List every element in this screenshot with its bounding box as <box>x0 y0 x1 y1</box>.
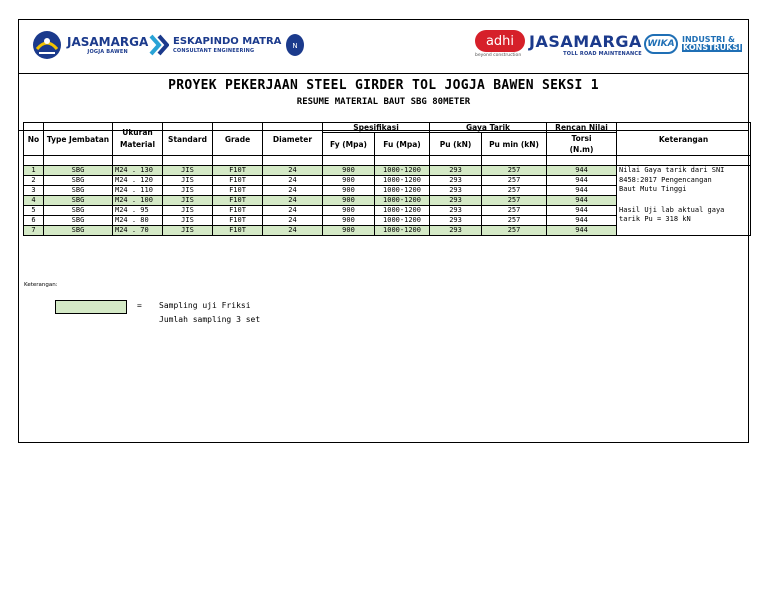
cell-no: 6 <box>24 216 44 226</box>
adhi-logo <box>475 30 525 58</box>
header-diameter: Diameter <box>263 123 323 156</box>
table-body <box>24 166 751 236</box>
keterangan-line: Baut Mutu Tinggi <box>619 185 687 193</box>
legend-text-jumlah: Jumlah sampling 3 set <box>159 315 261 324</box>
cell-grade: F10T <box>213 216 263 226</box>
cell-torsi: 944 <box>547 206 617 216</box>
cell-fu: 1000-1200 <box>375 176 430 186</box>
wika-line2: KONSTRUKSI <box>683 43 742 52</box>
cell-type: SBG <box>44 226 113 236</box>
cell-fu: 1000-1200 <box>375 196 430 206</box>
cell-standard: JIS <box>163 226 213 236</box>
jasamarga-right-name: JASAMARGA <box>529 32 642 51</box>
cell-fu: 1000-1200 <box>375 216 430 226</box>
cell-type: SBG <box>44 206 113 216</box>
keterangan-line: tarik Pu = 318 kN <box>619 215 691 223</box>
cell-type: SBG <box>44 186 113 196</box>
cell-ukuran: M24 . 100 <box>113 196 163 206</box>
eskapindo-emblem-icon <box>149 34 169 56</box>
keterangan-line: Nilai Gaya tarik dari SNI <box>619 166 725 174</box>
eskapindo-name: ESKAPINDO MATRA <box>173 35 282 47</box>
cell-no: 1 <box>24 166 44 176</box>
legend-text-sampling: Sampling uji Friksi <box>159 301 251 310</box>
cell-torsi: 944 <box>547 176 617 186</box>
cell-torsi: 944 <box>547 166 617 176</box>
jasamarga-right-sub: TOLL ROAD MAINTENANCE <box>563 51 642 57</box>
cell-pu: 293 <box>430 206 482 216</box>
legend-equals: = <box>137 301 142 310</box>
cell-grade: F10T <box>213 176 263 186</box>
cell-diameter: 24 <box>263 206 323 216</box>
header-keterangan: Keterangan <box>617 123 751 156</box>
cell-ukuran: M24 . 80 <box>113 216 163 226</box>
adhi-name: adhi <box>485 33 515 49</box>
cell-torsi: 944 <box>547 226 617 236</box>
adhi-badge <box>475 30 525 52</box>
cell-type: SBG <box>44 196 113 206</box>
page-subtitle: RESUME MATERIAL BAUT SBG 80METER <box>296 97 471 107</box>
cell-type: SBG <box>44 166 113 176</box>
header-grade: Grade <box>213 123 263 156</box>
cell-no: 5 <box>24 206 44 216</box>
svg-text:N: N <box>292 42 299 50</box>
cell-fu: 1000-1200 <box>375 226 430 236</box>
cell-ukuran: M24 . 130 <box>113 166 163 176</box>
cell-torsi: 944 <box>547 186 617 196</box>
header-fy: Fy (Mpa) <box>323 133 375 156</box>
legend-green-swatch <box>55 300 127 314</box>
cell-grade: F10T <box>213 196 263 206</box>
eskapindo-sub: CONSULTANT ENGINEERING <box>173 47 255 54</box>
header-rencana: Rencan Nilai <box>547 123 617 133</box>
wika-line1: INDUSTRI & <box>682 35 735 44</box>
keterangan-line: Hasil Uji lab aktual gaya <box>619 205 725 214</box>
jasamarga-left-name: JASAMARGA <box>67 34 149 49</box>
table-row <box>24 206 751 216</box>
cell-pu: 293 <box>430 186 482 196</box>
cell-fu: 1000-1200 <box>375 166 430 176</box>
cell-pumin: 257 <box>482 186 547 196</box>
jasamarga-emblem-icon <box>31 29 63 61</box>
cell-fy: 900 <box>323 196 375 206</box>
cell-no: 4 <box>24 196 44 206</box>
table-row <box>24 166 751 176</box>
wika-name: WIKA <box>647 38 675 49</box>
cell-pu: 293 <box>430 176 482 186</box>
cell-grade: F10T <box>213 166 263 176</box>
cell-no: 2 <box>24 176 44 186</box>
keterangan-sni <box>617 166 751 206</box>
cell-standard: JIS <box>163 186 213 196</box>
cell-pu: 293 <box>430 196 482 206</box>
cell-standard: JIS <box>163 176 213 186</box>
cell-torsi: 944 <box>547 216 617 226</box>
cell-no: 7 <box>24 226 44 236</box>
logo-bar <box>19 20 748 74</box>
cell-pumin: 257 <box>482 176 547 186</box>
header-pu: Pu (kN) <box>430 133 482 156</box>
cell-pumin: 257 <box>482 196 547 206</box>
cell-fy: 900 <box>323 186 375 196</box>
cell-fu: 1000-1200 <box>375 206 430 216</box>
cell-torsi: 944 <box>547 196 617 206</box>
cell-grade: F10T <box>213 206 263 216</box>
cell-pu: 293 <box>430 226 482 236</box>
cell-diameter: 24 <box>263 196 323 206</box>
cell-no: 3 <box>24 186 44 196</box>
cell-diameter: 24 <box>263 216 323 226</box>
cell-pu: 293 <box>430 166 482 176</box>
cell-grade: F10T <box>213 226 263 236</box>
header-type: Type Jembatan <box>44 123 113 156</box>
header-pumin: Pu min (kN) <box>482 133 547 156</box>
cell-grade: F10T <box>213 186 263 196</box>
cell-diameter: 24 <box>263 166 323 176</box>
cell-pumin: 257 <box>482 216 547 226</box>
cell-fy: 900 <box>323 166 375 176</box>
cell-ukuran: M24 . 110 <box>113 186 163 196</box>
jasamarga-left-sub: JOGJA BAWEN <box>87 48 128 55</box>
jasamarga-toll-road-logo <box>529 34 642 57</box>
keterangan-line: 8458:2017 Pengencangan <box>619 175 712 184</box>
keterangan-lab <box>617 206 751 236</box>
header-standard: Standard <box>163 123 213 156</box>
header-torsi: Torsi <box>547 133 617 145</box>
wika-logo <box>644 34 742 54</box>
cell-ukuran: M24 . 120 <box>113 176 163 186</box>
jasamarga-jogja-bawen-logo <box>31 29 148 61</box>
material-table <box>23 122 751 236</box>
adhi-sub: beyond construction <box>475 53 522 58</box>
cell-diameter: 24 <box>263 186 323 196</box>
cell-fy: 900 <box>323 176 375 186</box>
eskapindo-logo <box>149 33 305 57</box>
cell-pumin: 257 <box>482 226 547 236</box>
cell-diameter: 24 <box>263 176 323 186</box>
header-no: No <box>24 123 44 156</box>
header-fu: Fu (Mpa) <box>375 133 430 156</box>
header-ukuran: Ukuran Material <box>113 123 163 156</box>
cell-standard: JIS <box>163 196 213 206</box>
spacer-row <box>24 156 751 166</box>
header-gaya-tarik: Gaya Tarik <box>430 123 547 133</box>
header-spesifikasi: Spesifikasi <box>323 123 430 133</box>
cell-standard: JIS <box>163 166 213 176</box>
cell-standard: JIS <box>163 216 213 226</box>
cell-pumin: 257 <box>482 166 547 176</box>
cell-standard: JIS <box>163 206 213 216</box>
cell-fu: 1000-1200 <box>375 186 430 196</box>
cell-fy: 900 <box>323 216 375 226</box>
nci-emblem-icon <box>285 33 305 57</box>
cell-pu: 293 <box>430 216 482 226</box>
cell-fy: 900 <box>323 226 375 236</box>
cell-type: SBG <box>44 176 113 186</box>
cell-ukuran: M24 . 95 <box>113 206 163 216</box>
cell-pumin: 257 <box>482 206 547 216</box>
cell-ukuran: M24 . 70 <box>113 226 163 236</box>
cell-diameter: 24 <box>263 226 323 236</box>
cell-fy: 900 <box>323 206 375 216</box>
notes-label: Keterangan: <box>24 282 58 288</box>
cell-type: SBG <box>44 216 113 226</box>
wika-badge <box>644 34 678 54</box>
document-sheet <box>18 19 749 443</box>
header-torsi-unit: (N.m) <box>547 144 617 156</box>
page-title: PROYEK PEKERJAAN STEEL GIRDER TOL JOGJA BAWEN SEKSI 1 <box>168 78 599 93</box>
